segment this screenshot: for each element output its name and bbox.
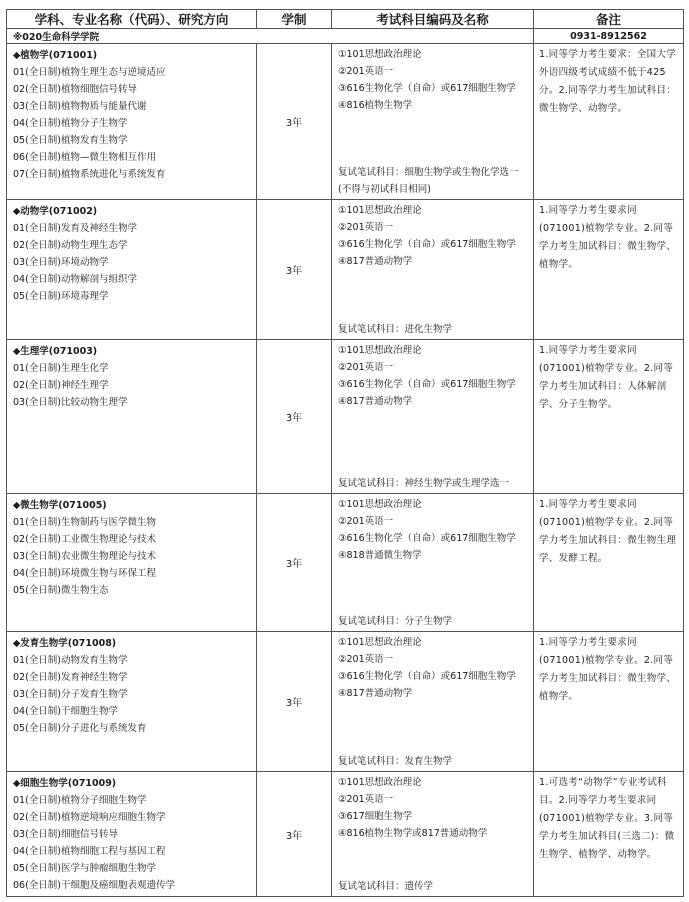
research-direction: 01(全日制)生理生化学 [13, 363, 109, 374]
research-direction: 03(全日制)比较动物生理学 [13, 397, 128, 408]
research-direction: 02(全日制)神经生理学 [13, 380, 109, 391]
research-direction: 05(全日制)环境毒理学 [13, 291, 109, 302]
program-table [6, 9, 684, 897]
research-direction: 04(全日制)植物分子生物学 [13, 118, 128, 129]
exam-subject: ③616生物化学（自命）或617细胞生物学 [338, 533, 516, 544]
discipline-cell [7, 200, 257, 340]
notes-cell: 1.同等学力考生要求同(071001)植物学专业。2.同等学力考生加试科目：人体解剖学、分子生物学。 [534, 340, 684, 494]
discipline-cell [7, 632, 257, 772]
research-direction: 07(全日制)植物系统进化与系统发育 [13, 169, 166, 180]
research-direction: 01(全日制)动物发育生物学 [13, 655, 128, 666]
discipline-cell [7, 340, 257, 494]
research-direction: 01(全日制)生物制药与医学微生物 [13, 517, 157, 528]
exam-subject: ①101思想政治理论 [338, 345, 422, 356]
program-row [7, 44, 684, 200]
research-direction: 02(全日制)植物逆境响应细胞生物学 [13, 812, 166, 823]
exam-subject: ②201英语一 [338, 66, 394, 77]
exam-subject: ①101思想政治理论 [338, 205, 422, 216]
table-header-row [7, 10, 684, 29]
exam-cell [332, 772, 534, 897]
retest-subject: 复试笔试科目：分子生物学 [338, 616, 453, 627]
research-direction: 02(全日制)发育神经生物学 [13, 672, 128, 683]
exam-cell [332, 632, 534, 772]
notes-cell: 1.同等学力考生要求同(071001)植物学专业。2.同等学力考生加试科目：微生物学、植物学。 [534, 632, 684, 772]
research-direction: 03(全日制)分子发育生物学 [13, 689, 128, 700]
retest-subject: 复试笔试科目：遗传学 [338, 881, 434, 892]
research-direction: 02(全日制)动物生理生态学 [13, 240, 128, 251]
notes-cell: 1.同等学力考生要求：全国大学外语四级考试成绩不低于425分。2.同等学力考生加试科目：微生物学、动物学。 [534, 44, 684, 200]
exam-subject: ④817普通动物学 [338, 256, 413, 267]
research-direction: 03(全日制)植物物质与能量代谢 [13, 101, 147, 112]
major-name: ◆动物学(071002) [13, 206, 98, 217]
program-row [7, 632, 684, 772]
exam-subject: ④817普通动物学 [338, 688, 413, 699]
program-row [7, 200, 684, 340]
research-direction: 04(全日制)干细胞生物学 [13, 706, 119, 717]
header-discipline: 学科、专业名称（代码）、研究方向 [7, 10, 257, 29]
research-direction: 01(全日制)植物生理生态与逆境适应 [13, 67, 166, 78]
program-row [7, 494, 684, 632]
research-direction: 05(全日制)植物发育生物学 [13, 135, 128, 146]
exam-subject: ④817普通动物学 [338, 396, 413, 407]
duration-cell: 3年 [257, 494, 332, 632]
research-direction: 04(全日制)动物解剖与组织学 [13, 274, 138, 285]
program-row [7, 772, 684, 897]
discipline-cell [7, 772, 257, 897]
research-direction: 05(全日制)微生物生态 [13, 585, 109, 596]
header-duration: 学制 [257, 10, 332, 29]
exam-subject: ④818普通微生物学 [338, 550, 422, 561]
exam-subject: ④816植物生物学 [338, 100, 413, 111]
duration-cell: 3年 [257, 44, 332, 200]
duration-cell: 3年 [257, 340, 332, 494]
major-name: ◆微生物学(071005) [13, 500, 107, 511]
exam-subject: ②201英语一 [338, 222, 394, 233]
research-direction: 03(全日制)环境动物学 [13, 257, 109, 268]
research-direction: 02(全日制)工业微生物理论与技术 [13, 534, 157, 545]
research-direction: 04(全日制)植物细胞工程与基因工程 [13, 846, 166, 857]
research-direction: 05(全日制)分子进化与系统发育 [13, 723, 147, 734]
research-direction: 05(全日制)医学与肿瘤细胞生物学 [13, 863, 157, 874]
duration-cell: 3年 [257, 772, 332, 897]
exam-subject: ③616生物化学（自命）或617细胞生物学 [338, 671, 516, 682]
college-row [7, 29, 684, 44]
major-name: ◆生理学(071003) [13, 346, 98, 357]
major-name: ◆细胞生物学(071009) [13, 778, 117, 789]
exam-subject: ①101思想政治理论 [338, 499, 422, 510]
duration-cell: 3年 [257, 632, 332, 772]
retest-subject: 复试笔试科目：发育生物学 [338, 756, 453, 767]
notes-cell: 1.同等学力考生要求同(071001)植物学专业。2.同等学力考生加试科目：微生物生理学、发酵工程。 [534, 494, 684, 632]
exam-subject: ③617细胞生物学 [338, 811, 413, 822]
research-direction: 01(全日制)发育及神经生物学 [13, 223, 138, 234]
exam-subject: ②201英语一 [338, 654, 394, 665]
notes-cell: 1.同等学力考生要求同(071001)植物学专业。2.同等学力考生加试科目：微生物学、植物学。 [534, 200, 684, 340]
college-name: ※020生命科学学院 [7, 29, 534, 44]
research-direction: 03(全日制)细胞信号转导 [13, 829, 119, 840]
research-direction: 06(全日制)植物—微生物相互作用 [13, 152, 157, 163]
research-direction: 06(全日制)干细胞及癌细胞表观遗传学 [13, 880, 176, 891]
exam-subject: ②201英语一 [338, 516, 394, 527]
exam-subject: ③616生物化学（自命）或617细胞生物学 [338, 83, 516, 94]
header-notes: 备注 [534, 10, 684, 29]
research-direction: 04(全日制)环境微生物与环保工程 [13, 568, 157, 579]
exam-cell [332, 200, 534, 340]
major-name: ◆植物学(071001) [13, 50, 98, 61]
retest-subject: 复试笔试科目：神经生物学或生理学选一 [338, 478, 510, 489]
discipline-cell [7, 494, 257, 632]
research-direction: 01(全日制)植物分子细胞生物学 [13, 795, 147, 806]
retest-subject: 复试笔试科目：进化生物学 [338, 324, 453, 335]
exam-subject: ④816植物生物学或817普通动物学 [338, 828, 488, 839]
exam-subject: ②201英语一 [338, 794, 394, 805]
major-name: ◆发育生物学(071008) [13, 638, 117, 649]
exam-cell [332, 44, 534, 200]
exam-subject: ①101思想政治理论 [338, 777, 422, 788]
program-row [7, 340, 684, 494]
header-exam: 考试科目编码及名称 [332, 10, 534, 29]
exam-subject: ③616生物化学（自命）或617细胞生物学 [338, 239, 516, 250]
college-phone: 0931-8912562 [534, 29, 684, 44]
retest-subject: 复试笔试科目：细胞生物学或生物化学选一(不得与初试科目相同) [338, 167, 519, 195]
exam-subject: ③616生物化学（自命）或617细胞生物学 [338, 379, 516, 390]
notes-cell: 1.可选考“动物学”专业考试科目。2.同等学力考生要求同(071001)植物学专业。3.同等学力考生加试科目(三选二)：微生物学、植物学、动物学。 [534, 772, 684, 897]
exam-cell [332, 494, 534, 632]
research-direction: 03(全日制)农业微生物理论与技术 [13, 551, 157, 562]
discipline-cell [7, 44, 257, 200]
exam-cell [332, 340, 534, 494]
duration-cell: 3年 [257, 200, 332, 340]
exam-subject: ①101思想政治理论 [338, 49, 422, 60]
research-direction: 02(全日制)植物细胞信号转导 [13, 84, 138, 95]
exam-subject: ②201英语一 [338, 362, 394, 373]
exam-subject: ①101思想政治理论 [338, 637, 422, 648]
